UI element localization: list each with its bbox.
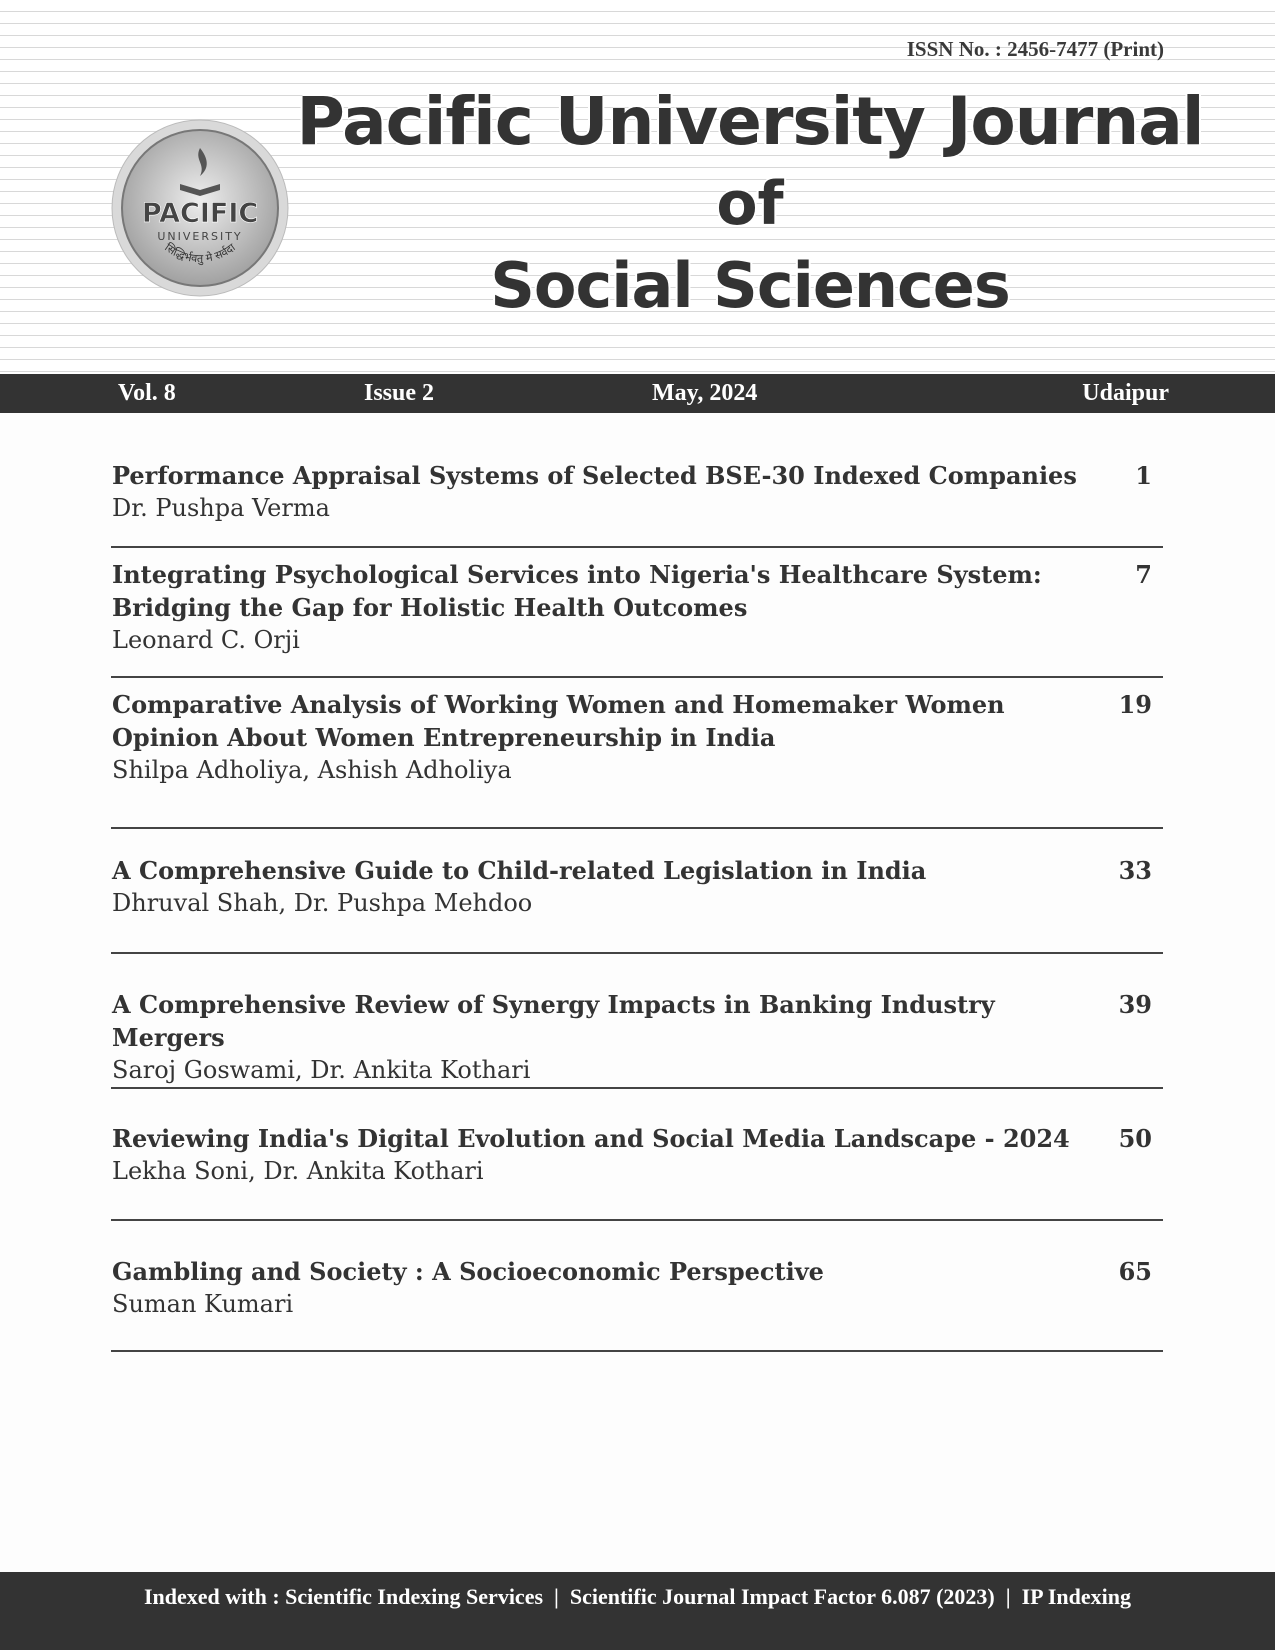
toc-entry[interactable] — [112, 1255, 1162, 1321]
issn-number: ISSN No. : 2456-7477 (Print) — [906, 37, 1164, 61]
divider — [111, 546, 1163, 548]
article-title[interactable]: A Comprehensive Guide to Child-related Legislation in India — [112, 856, 927, 885]
article-page: 65 — [1118, 1257, 1152, 1286]
divider — [111, 952, 1163, 954]
toc-entry[interactable] — [112, 688, 1162, 787]
article-authors: Shilpa Adholiya, Ashish Adholiya — [112, 756, 512, 784]
divider — [111, 1350, 1163, 1352]
article-authors: Leonard C. Orji — [112, 626, 300, 654]
title-line-1: Pacific University Journal — [296, 83, 1204, 160]
indexing-footer — [0, 1572, 1275, 1650]
article-authors: Dhruval Shah, Dr. Pushpa Mehdoo — [112, 889, 533, 917]
article-title[interactable]: Gambling and Society : A Socioeconomic Perspective — [112, 1257, 824, 1286]
journal-title — [260, 82, 1240, 326]
article-authors: Lekha Soni, Dr. Ankita Kothari — [112, 1157, 484, 1185]
divider — [111, 1219, 1163, 1221]
logo-subtext: UNIVERSITY — [157, 230, 243, 243]
volume-label: Vol. 8 — [118, 380, 176, 406]
toc-entry[interactable] — [112, 459, 1162, 525]
toc-entry[interactable] — [112, 854, 1162, 920]
toc-entry[interactable] — [112, 988, 1162, 1087]
article-page: 19 — [1118, 690, 1152, 719]
divider — [111, 676, 1163, 678]
article-page: 33 — [1118, 856, 1152, 885]
article-title[interactable]: Integrating Psychological Services into Nigeria's Healthcare System: Bridging the Gap for Holistic Health Outcomes — [112, 560, 1042, 622]
article-page: 50 — [1118, 1124, 1152, 1153]
divider — [111, 1087, 1163, 1089]
article-title[interactable]: Reviewing India's Digital Evolution and Social Media Landscape - 2024 — [112, 1124, 1070, 1153]
article-page: 1 — [1135, 461, 1152, 490]
article-title[interactable]: A Comprehensive Review of Synergy Impacts in Banking Industry Mergers — [112, 990, 995, 1052]
title-line-3: Social Sciences — [490, 249, 1010, 322]
article-title[interactable]: Performance Appraisal Systems of Selected BSE-30 Indexed Companies — [112, 461, 1077, 490]
issue-label: Issue 2 — [364, 380, 435, 406]
title-line-2: of — [716, 169, 784, 239]
logo-motto: सिद्धिर्भवतु मे सर्वदा — [162, 240, 238, 266]
article-title[interactable]: Comparative Analysis of Working Women and Homemaker Women Opinion About Women Entrepreneurship in India — [112, 690, 1005, 752]
article-page: 7 — [1135, 560, 1152, 589]
article-authors: Suman Kumari — [112, 1290, 294, 1318]
article-page: 39 — [1118, 990, 1152, 1019]
divider — [111, 827, 1163, 829]
toc-entry[interactable] — [112, 558, 1162, 657]
date-label: May, 2024 — [652, 380, 758, 406]
place-label: Udaipur — [1082, 380, 1169, 406]
toc-entry[interactable] — [112, 1122, 1162, 1188]
issue-info-bar — [0, 374, 1275, 413]
article-authors: Saroj Goswami, Dr. Ankita Kothari — [112, 1056, 531, 1084]
article-authors: Dr. Pushpa Verma — [112, 494, 330, 522]
logo-text: PACIFIC — [141, 198, 259, 229]
footer-text: Indexed with : Scientific Indexing Services | Scientific Journal Impact Factor 6.087 (2023) | IP Indexing — [143, 1584, 1132, 1609]
